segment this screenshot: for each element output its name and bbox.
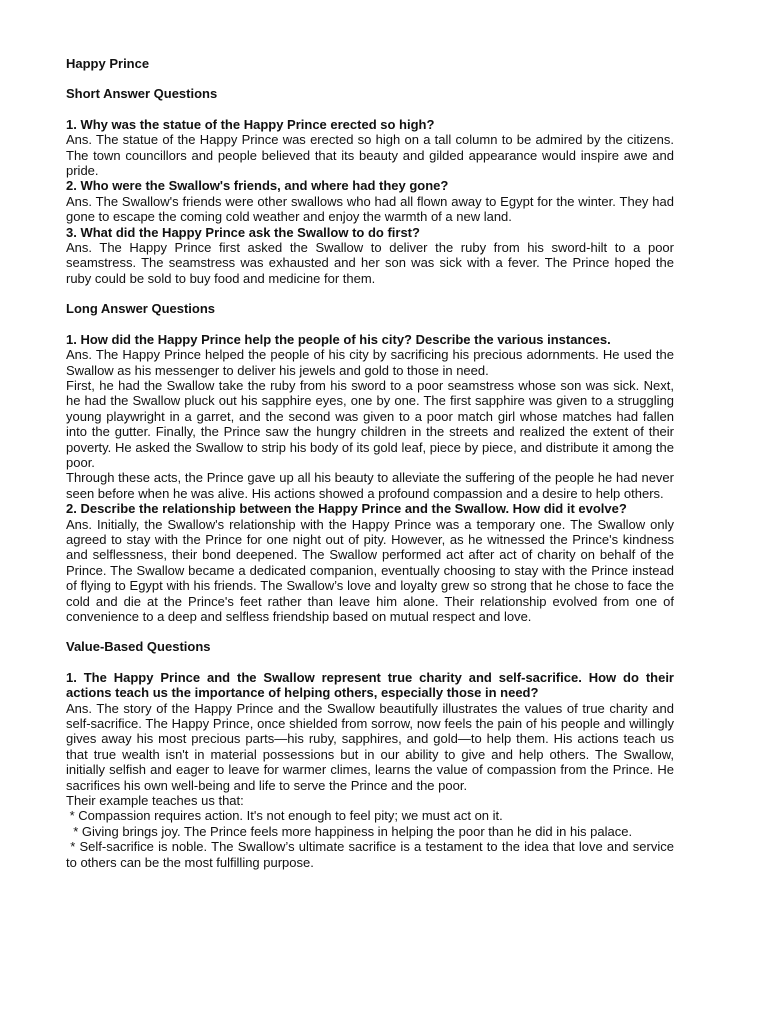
- long-question-2: 2. Describe the relationship between the Happy Prince and the Swallow. How did it evolve?: [66, 501, 627, 517]
- long-answer-2: Ans. Initially, the Swallow's relationship with the Happy Prince was a temporary one. The Swallow only agreed to stay with the Prince for one night out of pity. However, as he witnessed the Prince's kindness and selflessness, their bond deepened. The Swallow performed act after act of charity on behalf of the Prince. The Swallow became a dedicated companion, eventually choosing to stay with the Prince instead of flying to Egypt with his friends. The Swallow’s love and loyalty grew so strong that he chose to face the cold and die at the Prince's feet rather than leave him alone. Their relationship evolved from one of convenience to a deep and selfless friendship based on mutual respect and love.: [66, 516, 674, 624]
- long-answer-1-para-3: Through these acts, the Prince gave up all his beauty to alleviate the suffering of the people he had never seen before when he was alive. His actions showed a profound compassion and a desire to help others.: [66, 470, 674, 501]
- value-based-heading: Value-Based Questions: [66, 639, 211, 655]
- short-answer-2: Ans. The Swallow's friends were other swallows who had all flown away to Egypt for the winter. They had gone to escape the coming cold weather and enjoy the warmth of a new land.: [66, 193, 674, 225]
- short-question-1: 1. Why was the statue of the Happy Prince erected so high?: [66, 116, 435, 132]
- short-question-2: 2. Who were the Swallow's friends, and where had they gone?: [66, 178, 449, 194]
- long-question-1: 1. How did the Happy Prince help the people of his city? Describe the various instances.: [66, 331, 611, 347]
- document-page: [66, 56, 678, 870]
- short-answer-heading: Short Answer Questions: [66, 86, 218, 102]
- long-answer-heading: Long Answer Questions: [66, 301, 216, 317]
- value-bullet-2: * Giving brings joy. The Prince feels more happiness in helping the poor than he did in his palace.: [66, 823, 633, 839]
- long-answer-1-para-2: First, he had the Swallow take the ruby from his sword to a poor seamstress whose son was sick. Next, he had the Swallow pluck out his sapphire eyes, one by one. The first sapphire was given to a struggling young playwright in a garret, and the second was given to a poor match girl whose matches had fallen into the gutter. Finally, the Prince saw the hungry children in the streets and realized the extent of their poverty. He asked the Swallow to strip his body of its gold leaf, piece by piece, and distribute it among the poor.: [66, 377, 674, 470]
- long-answer-1-para-1: Ans. The Happy Prince helped the people of his city by sacrificing his precious adornments. He used the Swallow as his messenger to deliver his jewels and gold to those in need.: [66, 347, 674, 378]
- value-answer-1: Ans. The story of the Happy Prince and the Swallow beautifully illustrates the values of true charity and self-sacrifice. The Happy Prince, once shielded from sorrow, now feels the pain of his people and willingly gives away his most precious parts—his ruby, sapphires, and gold—to help them. His actions teach us that true wealth isn't in material possessions but in our ability to give and help others. The Swallow, initially selfish and eager to leave for warmer climes, learns the value of compassion from the Prince. He sacrifices his own well-being and life to serve the Prince and the poor.: [66, 700, 674, 793]
- value-bullet-3: * Self-sacrifice is noble. The Swallow’s ultimate sacrifice is a testament to the idea that love and service to others can be the most fulfilling purpose.: [66, 839, 678, 870]
- short-answer-1: Ans. The statue of the Happy Prince was erected so high on a tall column to be admired by the citizens. The town councillors and people believed that its beauty and gilded appearance would inspire awe and pride.: [66, 132, 674, 179]
- short-question-3: 3. What did the Happy Prince ask the Swallow to do first?: [66, 224, 420, 240]
- short-answer-3: Ans. The Happy Prince first asked the Swallow to deliver the ruby from his sword-hilt to a poor seamstress. The seamstress was exhausted and her son was sick with a fever. The Prince hoped the ruby could be sold to buy food and medicine for them.: [66, 240, 674, 286]
- value-lead-text: Their example teaches us that:: [66, 793, 244, 809]
- document-title: Happy Prince: [66, 56, 150, 71]
- value-question-1: 1. The Happy Prince and the Swallow represent true charity and self-sacrifice. How do their actions teach us the importance of helping others, especially those in need?: [66, 669, 674, 701]
- value-bullet-1: * Compassion requires action. It's not enough to feel pity; we must act on it.: [66, 808, 503, 824]
